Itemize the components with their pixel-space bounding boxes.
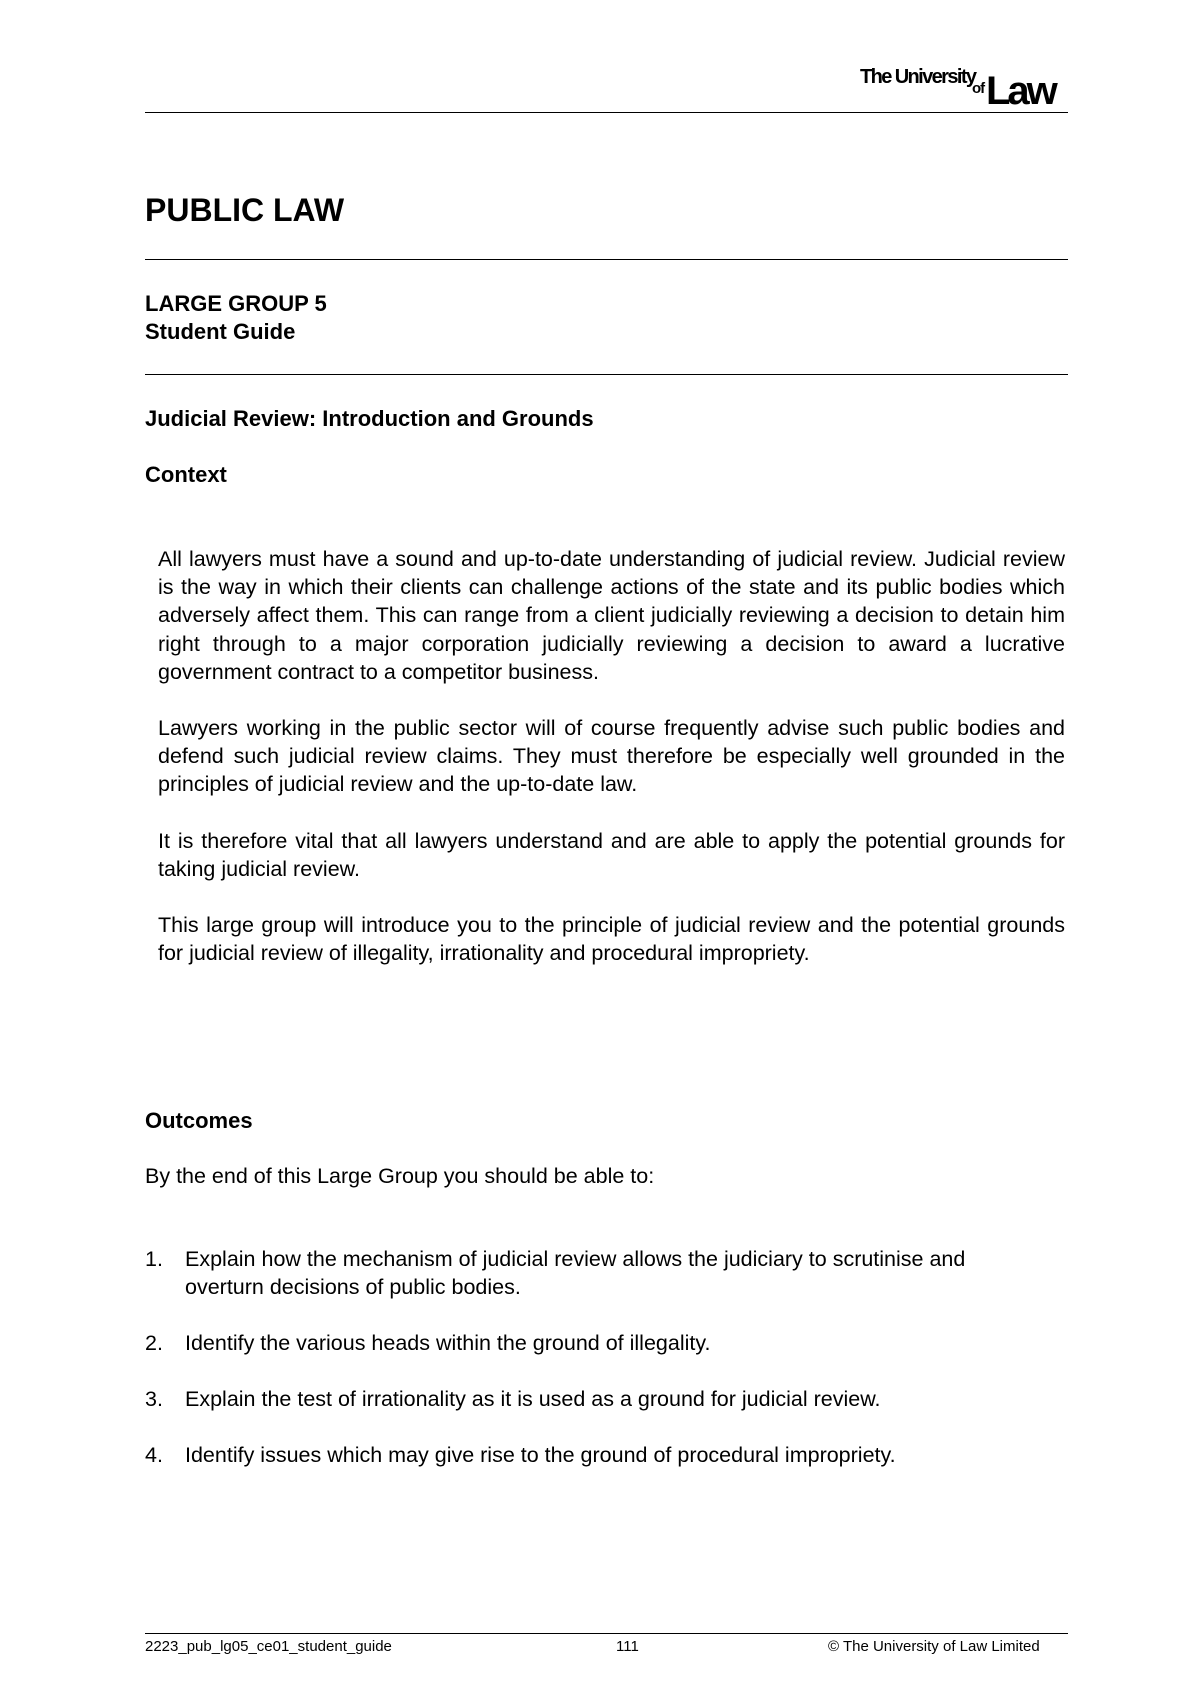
outcomes-list (145, 1245, 1025, 1497)
page-title: PUBLIC LAW (145, 192, 345, 228)
outcome-text: Explain how the mechanism of judicial review allows the judiciary to scrutinise and overturn decisions of public bodies. (185, 1247, 966, 1299)
outcome-number: 1. (145, 1247, 163, 1271)
context-paragraph: Lawyers working in the public sector will of course frequently advise such public bodies and defend such judicial review claims. They must therefore be especially well grounded in the principles of judicial review and the up-to-date law. (158, 716, 1065, 797)
outcome-text: Identify issues which may give rise to the ground of procedural impropriety. (185, 1443, 896, 1467)
header-divider (145, 112, 1068, 113)
outcome-number: 3. (145, 1387, 163, 1411)
outcome-item (145, 1441, 1025, 1469)
context-paragraph: This large group will introduce you to the principle of judicial review and the potential grounds for judicial review of illegality, irrationality and procedural impropriety. (158, 913, 1065, 966)
logo-line-2: of (972, 80, 985, 97)
group-info (145, 290, 327, 346)
logo-line-3: Law (986, 69, 1055, 113)
group-sublabel: Student Guide (145, 319, 296, 344)
context-body (158, 545, 1065, 995)
outcome-item (145, 1329, 1025, 1357)
context-paragraph: All lawyers must have a sound and up-to-date understanding of judicial review. Judicial review is the way in which their clients can challenge actions of the state and its public bodies which adversely affect them. This can range from a client judicially reviewing a decision to detain him right through to a major corporation judicially reviewing a decision to award a lucrative government contract to a competitor business. (158, 547, 1065, 684)
outcomes-heading: Outcomes (145, 1108, 253, 1133)
context-heading: Context (145, 462, 227, 487)
outcome-text: Identify the various heads within the ground of illegality. (185, 1331, 711, 1355)
university-logo (860, 66, 1068, 113)
group-label: LARGE GROUP 5 (145, 291, 327, 316)
footer-divider (145, 1633, 1068, 1634)
footer-doc-ref: 2223_pub_lg05_ce01_student_guide (145, 1638, 392, 1655)
outcome-number: 4. (145, 1443, 163, 1467)
outcome-item (145, 1385, 1025, 1413)
footer-page-number: 111 (616, 1638, 639, 1655)
logo-line-1: The University (860, 66, 976, 88)
footer-copyright: © The University of Law Limited (828, 1638, 1040, 1655)
outcomes-intro: By the end of this Large Group you should be able to: (145, 1164, 655, 1188)
group-divider (145, 374, 1068, 375)
outcome-item (145, 1245, 1025, 1301)
outcome-text: Explain the test of irrationality as it is used as a ground for judicial review. (185, 1387, 881, 1411)
title-divider (145, 259, 1068, 260)
context-paragraph: It is therefore vital that all lawyers understand and are able to apply the potential grounds for taking judicial review. (158, 828, 1065, 881)
topic-heading: Judicial Review: Introduction and Grounds (145, 406, 594, 431)
outcome-number: 2. (145, 1331, 163, 1355)
